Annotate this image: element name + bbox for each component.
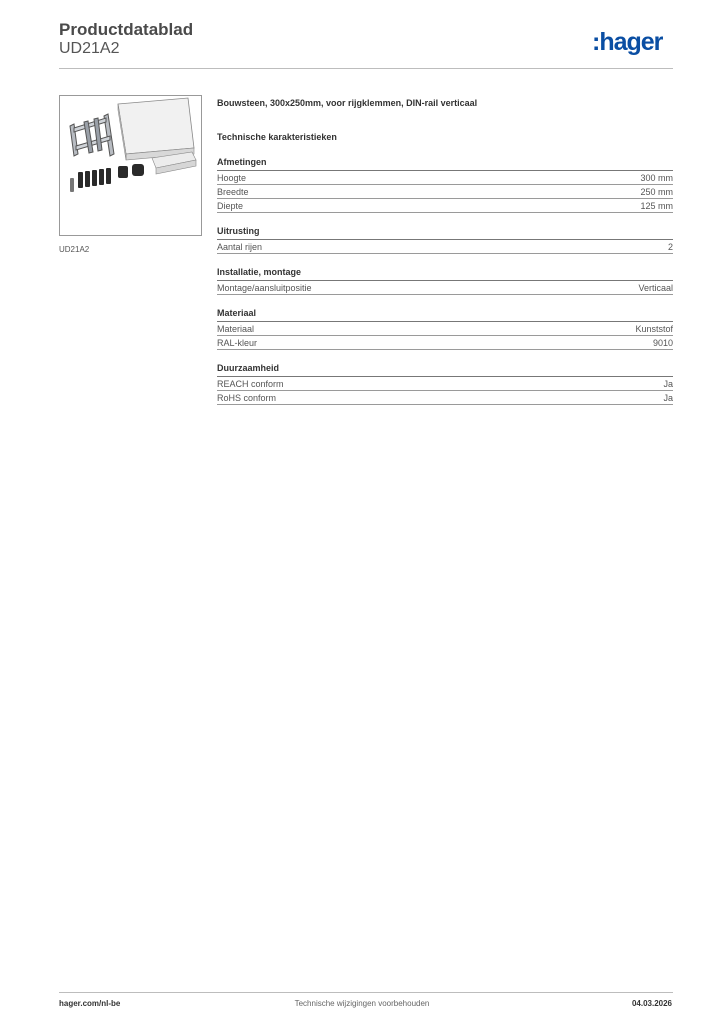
spec-label: Breedte — [217, 187, 249, 197]
spec-value: Ja — [663, 379, 673, 389]
section-title: Uitrusting — [217, 225, 673, 240]
footer-date: 04.03.2026 — [631, 999, 672, 1008]
footer-divider — [59, 992, 673, 993]
spec-row — [217, 377, 673, 391]
tech-heading: Technische karakteristieken — [217, 132, 337, 142]
spec-label: Montage/aansluitpositie — [217, 283, 312, 293]
product-image — [59, 95, 202, 236]
logo-text: :hager — [592, 28, 663, 56]
product-code: UD21A2 — [59, 40, 120, 57]
section-uitrusting — [217, 225, 673, 254]
spec-value: Verticaal — [638, 283, 673, 293]
spec-value: 9010 — [652, 338, 673, 348]
footer-website-link[interactable]: hager.com/nl-be — [59, 999, 121, 1008]
spec-label: Hoogte — [217, 173, 247, 183]
spec-value: Ja — [663, 393, 673, 403]
spec-label: Aantal rijen — [217, 242, 263, 252]
spec-label: Materiaal — [217, 324, 255, 334]
section-title: Duurzaamheid — [217, 362, 673, 377]
spec-value: 300 mm — [640, 173, 673, 183]
header-divider — [59, 68, 673, 69]
spec-row — [217, 240, 673, 254]
spec-row — [217, 391, 673, 405]
section-title: Materiaal — [217, 307, 673, 322]
hager-logo — [592, 28, 674, 58]
spec-row — [217, 171, 673, 185]
page-title: Productdatablad — [59, 20, 194, 39]
footer-notice: Technische wijzigingen voorbehouden — [294, 999, 430, 1008]
product-illustration — [60, 96, 201, 235]
spec-row — [217, 185, 673, 199]
spec-value: 2 — [667, 242, 673, 252]
spec-label: RAL-kleur — [217, 338, 258, 348]
spec-label: Diepte — [217, 201, 244, 211]
product-description: Bouwsteen, 300x250mm, voor rijgklemmen, DIN-rail verticaal — [217, 98, 478, 108]
spec-value: Kunststof — [635, 324, 673, 334]
spec-value: 250 mm — [640, 187, 673, 197]
section-title: Installatie, montage — [217, 266, 673, 281]
spec-row — [217, 199, 673, 213]
spec-label: RoHS conform — [217, 393, 277, 403]
spec-row — [217, 336, 673, 350]
section-duurzaamheid — [217, 362, 673, 405]
spec-row — [217, 322, 673, 336]
section-afmetingen — [217, 156, 673, 213]
spec-value: 125 mm — [640, 201, 673, 211]
image-caption: UD21A2 — [59, 245, 90, 254]
spec-content — [217, 96, 673, 405]
section-title: Afmetingen — [217, 156, 673, 171]
section-materiaal — [217, 307, 673, 350]
section-installatie — [217, 266, 673, 295]
spec-label: REACH conform — [217, 379, 284, 389]
spec-row — [217, 281, 673, 295]
